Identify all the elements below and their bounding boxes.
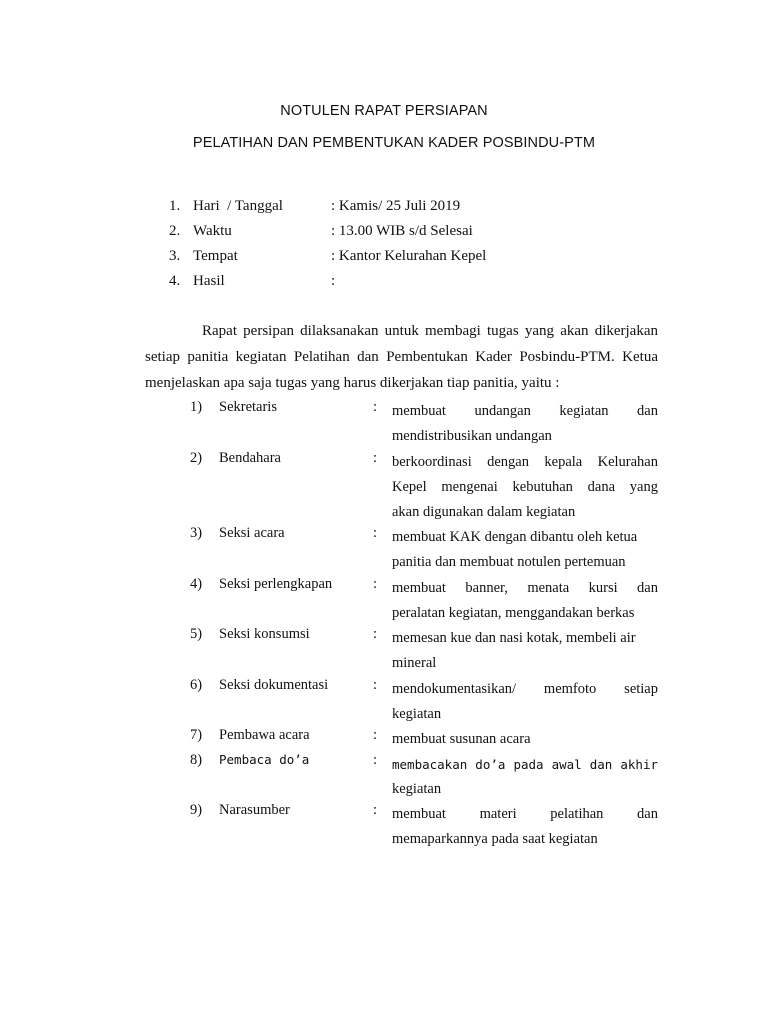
task-description-line: panitia dan membuat notulen pertemuan [392, 554, 626, 570]
task-role: Seksi konsumsi [219, 626, 310, 642]
task-role: Bendahara [219, 450, 281, 466]
task-role: Seksi perlengkapan [219, 576, 333, 592]
task-colon: : [373, 727, 378, 743]
task-number: 7) [190, 727, 203, 743]
task-colon: : [373, 752, 378, 768]
task-colon: : [373, 450, 378, 466]
task-number: 1) [190, 399, 203, 415]
paragraph-line: Rapat persipan dilaksanakan untuk membagi tugas yang akan dikerjakan [202, 323, 658, 339]
body-paragraph [145, 318, 658, 396]
task-description [392, 677, 658, 727]
info-number: 3. [169, 248, 181, 264]
task-number: 6) [190, 677, 203, 693]
info-value: : Kantor Kelurahan Kepel [331, 248, 487, 264]
document-title: NOTULEN RAPAT PERSIAPAN [280, 103, 488, 119]
info-number: 2. [169, 223, 181, 239]
task-description-line: membuat KAK dengan dibantu oleh ketua [392, 529, 638, 545]
info-label: Hasil [193, 273, 225, 289]
info-value: : [331, 273, 336, 289]
info-number: 4. [169, 273, 181, 289]
task-description-line: akan digunakan dalam kegiatan [392, 504, 576, 520]
task-number: 2) [190, 450, 203, 466]
task-description-line: peralatan kegiatan, menggandakan berkas [392, 605, 635, 621]
task-description-line: membuat banner, menata kursi dan [392, 580, 658, 596]
task-number: 4) [190, 576, 203, 592]
task-colon: : [373, 626, 378, 642]
task-number: 8) [190, 752, 203, 768]
task-description [392, 399, 658, 449]
task-colon: : [373, 802, 378, 818]
info-number: 1. [169, 198, 181, 214]
task-colon: : [373, 525, 378, 541]
task-description-line: Kepel mengenai kebutuhan dana yang [392, 479, 658, 495]
task-role: Seksi acara [219, 525, 285, 541]
task-description [392, 626, 658, 676]
task-description-line: membuat materi pelatihan dan [392, 806, 658, 822]
task-description-line: memesan kue dan nasi kotak, membeli air [392, 630, 636, 646]
task-colon: : [373, 399, 378, 415]
task-role: Seksi dokumentasi [219, 677, 329, 693]
info-value: : Kamis/ 25 Juli 2019 [331, 198, 461, 214]
task-description-line: memaparkannya pada saat kegiatan [392, 831, 598, 847]
task-description-line: mendistribusikan undangan [392, 428, 552, 444]
task-description [392, 727, 658, 752]
task-description-line: membuat susunan acara [392, 731, 531, 747]
task-role: Sekretaris [219, 399, 277, 415]
task-description [392, 752, 658, 802]
task-description-line: mineral [392, 655, 437, 671]
task-description [392, 576, 658, 626]
task-description-line: berkoordinasi dengan kepala Kelurahan [392, 454, 658, 470]
task-description-line: mendokumentasikan/ memfoto setiap [392, 681, 658, 697]
task-description [392, 450, 658, 525]
task-colon: : [373, 576, 378, 592]
task-number: 5) [190, 626, 203, 642]
task-description [392, 802, 658, 852]
info-value: : 13.00 WIB s/d Selesai [331, 223, 473, 239]
task-description-line: kegiatan [392, 706, 442, 722]
task-description-line: membacakan do’a pada awal dan akhir [392, 757, 658, 772]
task-number: 3) [190, 525, 203, 541]
paragraph-line: menjelaskan apa saja tugas yang harus dikerjakan tiap panitia, yaitu : [145, 375, 560, 391]
paragraph-line: setiap panitia kegiatan Pelatihan dan Pembentukan Kader Posbindu-PTM. Ketua [145, 349, 658, 365]
task-colon: : [373, 677, 378, 693]
task-role: Pembaca do’a [219, 752, 310, 767]
document-subtitle: PELATIHAN DAN PEMBENTUKAN KADER POSBINDU-PTM [192, 135, 596, 151]
info-label: Hari / Tanggal [193, 198, 283, 214]
task-description-line: kegiatan [392, 781, 442, 797]
task-number: 9) [190, 802, 203, 818]
info-label: Tempat [193, 248, 238, 264]
task-description-line: membuat undangan kegiatan dan [392, 403, 658, 419]
task-role: Pembawa acara [219, 727, 310, 743]
task-description [392, 525, 658, 575]
task-role: Narasumber [219, 802, 290, 818]
info-label: Waktu [193, 223, 232, 239]
